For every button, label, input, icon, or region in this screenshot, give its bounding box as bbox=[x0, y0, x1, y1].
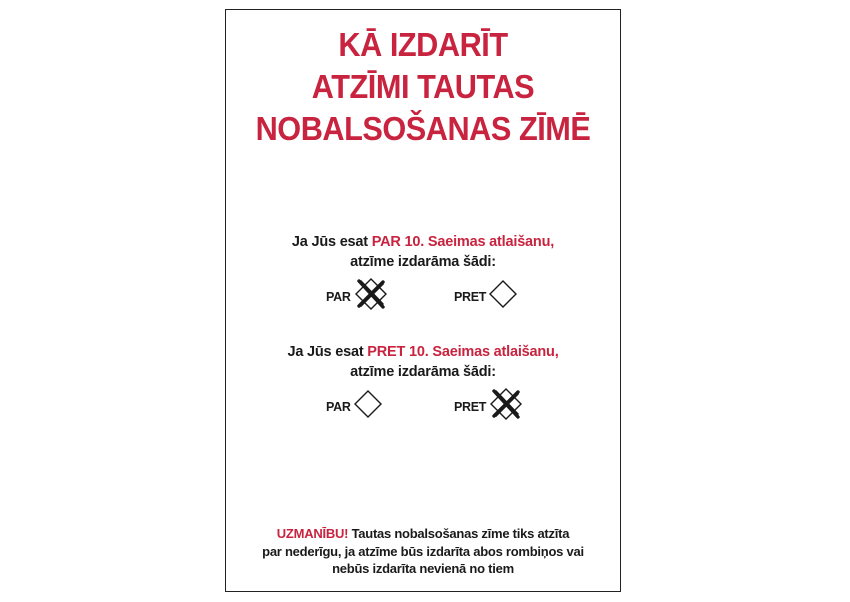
section-pret-emphasis: PRET 10. Saeimas atlaišanu, bbox=[367, 344, 559, 360]
section-par-heading bbox=[226, 232, 620, 252]
poster-title bbox=[240, 24, 606, 150]
option-par-label: PAR bbox=[326, 400, 351, 414]
section-par bbox=[226, 232, 620, 272]
warning-line-3: nebūs izdarīta nevienā no tiem bbox=[332, 561, 514, 576]
option-pret bbox=[454, 276, 518, 312]
crossed-rhombus-icon bbox=[353, 276, 389, 312]
option-par bbox=[326, 386, 383, 422]
option-pret-label: PRET bbox=[454, 400, 487, 414]
section-pret-heading bbox=[226, 342, 620, 362]
warning-line-1 bbox=[226, 525, 620, 543]
section-par-sub: atzīme izdarāma šādi: bbox=[350, 254, 496, 270]
crossed-rhombus-icon bbox=[488, 386, 524, 422]
warning-label: UZMANĪBU! bbox=[276, 526, 349, 541]
section-par-emphasis: PAR 10. Saeimas atlaišanu, bbox=[371, 234, 555, 250]
section-par-options bbox=[226, 276, 620, 312]
section-pret-sub: atzīme izdarāma šādi: bbox=[350, 364, 496, 380]
ballot-instruction-poster bbox=[225, 9, 621, 592]
title-line-2: ATZĪMI TAUTAS bbox=[311, 68, 535, 105]
section-pret-options bbox=[226, 386, 620, 422]
warning-line-1-rest: Tautas nobalsošanas zīme tiks atzīta bbox=[348, 526, 570, 541]
empty-rhombus-icon bbox=[488, 279, 518, 309]
warning-line-2: par nederīgu, ja atzīme būs izdarīta abos rombiņos vai bbox=[262, 543, 584, 559]
warning-notice bbox=[226, 525, 620, 578]
title-line-1: KĀ IZDARĪT bbox=[338, 26, 508, 63]
section-pret-lead: Ja Jūs esat bbox=[287, 344, 368, 360]
section-par-lead: Ja Jūs esat bbox=[291, 234, 372, 250]
title-line-3: NOBALSOŠANAS ZĪMĒ bbox=[255, 110, 591, 147]
section-pret bbox=[226, 342, 620, 382]
option-par-label: PAR bbox=[326, 290, 351, 304]
option-pret-label: PRET bbox=[454, 290, 487, 304]
empty-rhombus-icon bbox=[353, 389, 383, 419]
option-pret bbox=[454, 386, 524, 422]
option-par bbox=[326, 276, 389, 312]
